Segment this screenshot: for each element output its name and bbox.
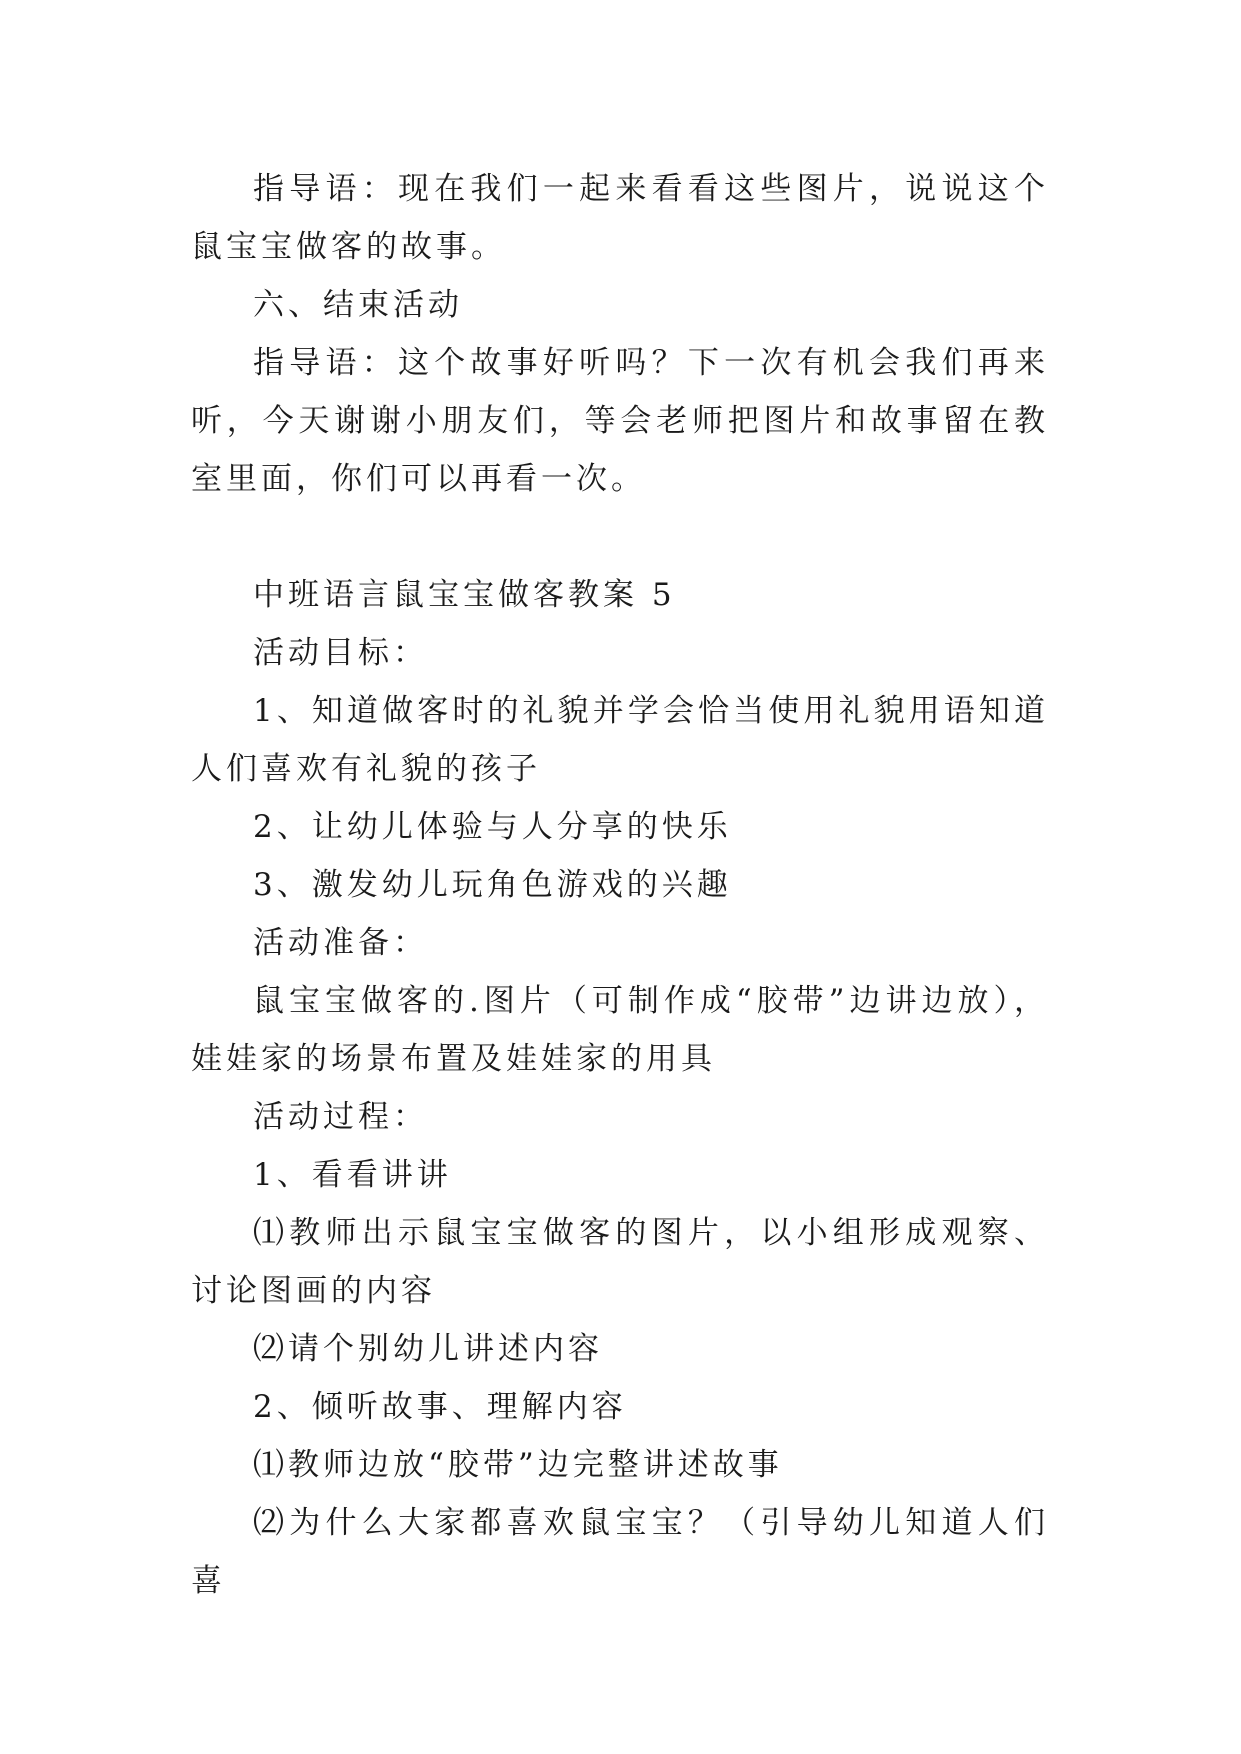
paragraph: 鼠宝宝做客的.图片（可制作成“胶带”边讲边放），娃娃家的场景布置及娃娃家的用具 <box>191 983 1049 1077</box>
list-item: 2、让幼儿体验与人分享的快乐 <box>253 809 732 845</box>
list-item: 1、知道做客时的礼貌并学会恰当使用礼貌用语知道人们喜欢有礼貌的孩子 <box>191 693 1049 787</box>
section-gap <box>191 508 1049 566</box>
document-title: 中班语言鼠宝宝做客教案 5 <box>253 577 676 613</box>
paragraph: 指导语：现在我们一起来看看这些图片，说说这个鼠宝宝做客的故事。 <box>191 171 1049 265</box>
list-item: ⑵请个别幼儿讲述内容 <box>253 1331 603 1367</box>
list-item: ⑵为什么大家都喜欢鼠宝宝？（引导幼儿知道人们喜 <box>191 1505 1049 1599</box>
list-item: 3、激发幼儿玩角色游戏的兴趣 <box>253 867 732 903</box>
section-heading: 活动准备： <box>253 925 428 961</box>
section-heading: 活动过程： <box>253 1099 428 1135</box>
document-body <box>191 160 1049 1610</box>
paragraph: 指导语：这个故事好听吗？下一次有机会我们再来听，今天谢谢小朋友们，等会老师把图片和故事留在教室里面，你们可以再看一次。 <box>191 345 1049 497</box>
list-item: ⑴教师边放“胶带”边完整讲述故事 <box>253 1447 783 1483</box>
list-item: ⑴教师出示鼠宝宝做客的图片，以小组形成观察、讨论图画的内容 <box>191 1215 1049 1309</box>
list-item: 2、倾听故事、理解内容 <box>253 1389 627 1425</box>
section-heading: 活动目标： <box>253 635 428 671</box>
list-item: 1、看看讲讲 <box>253 1157 452 1193</box>
section-heading: 六、结束活动 <box>253 287 463 323</box>
